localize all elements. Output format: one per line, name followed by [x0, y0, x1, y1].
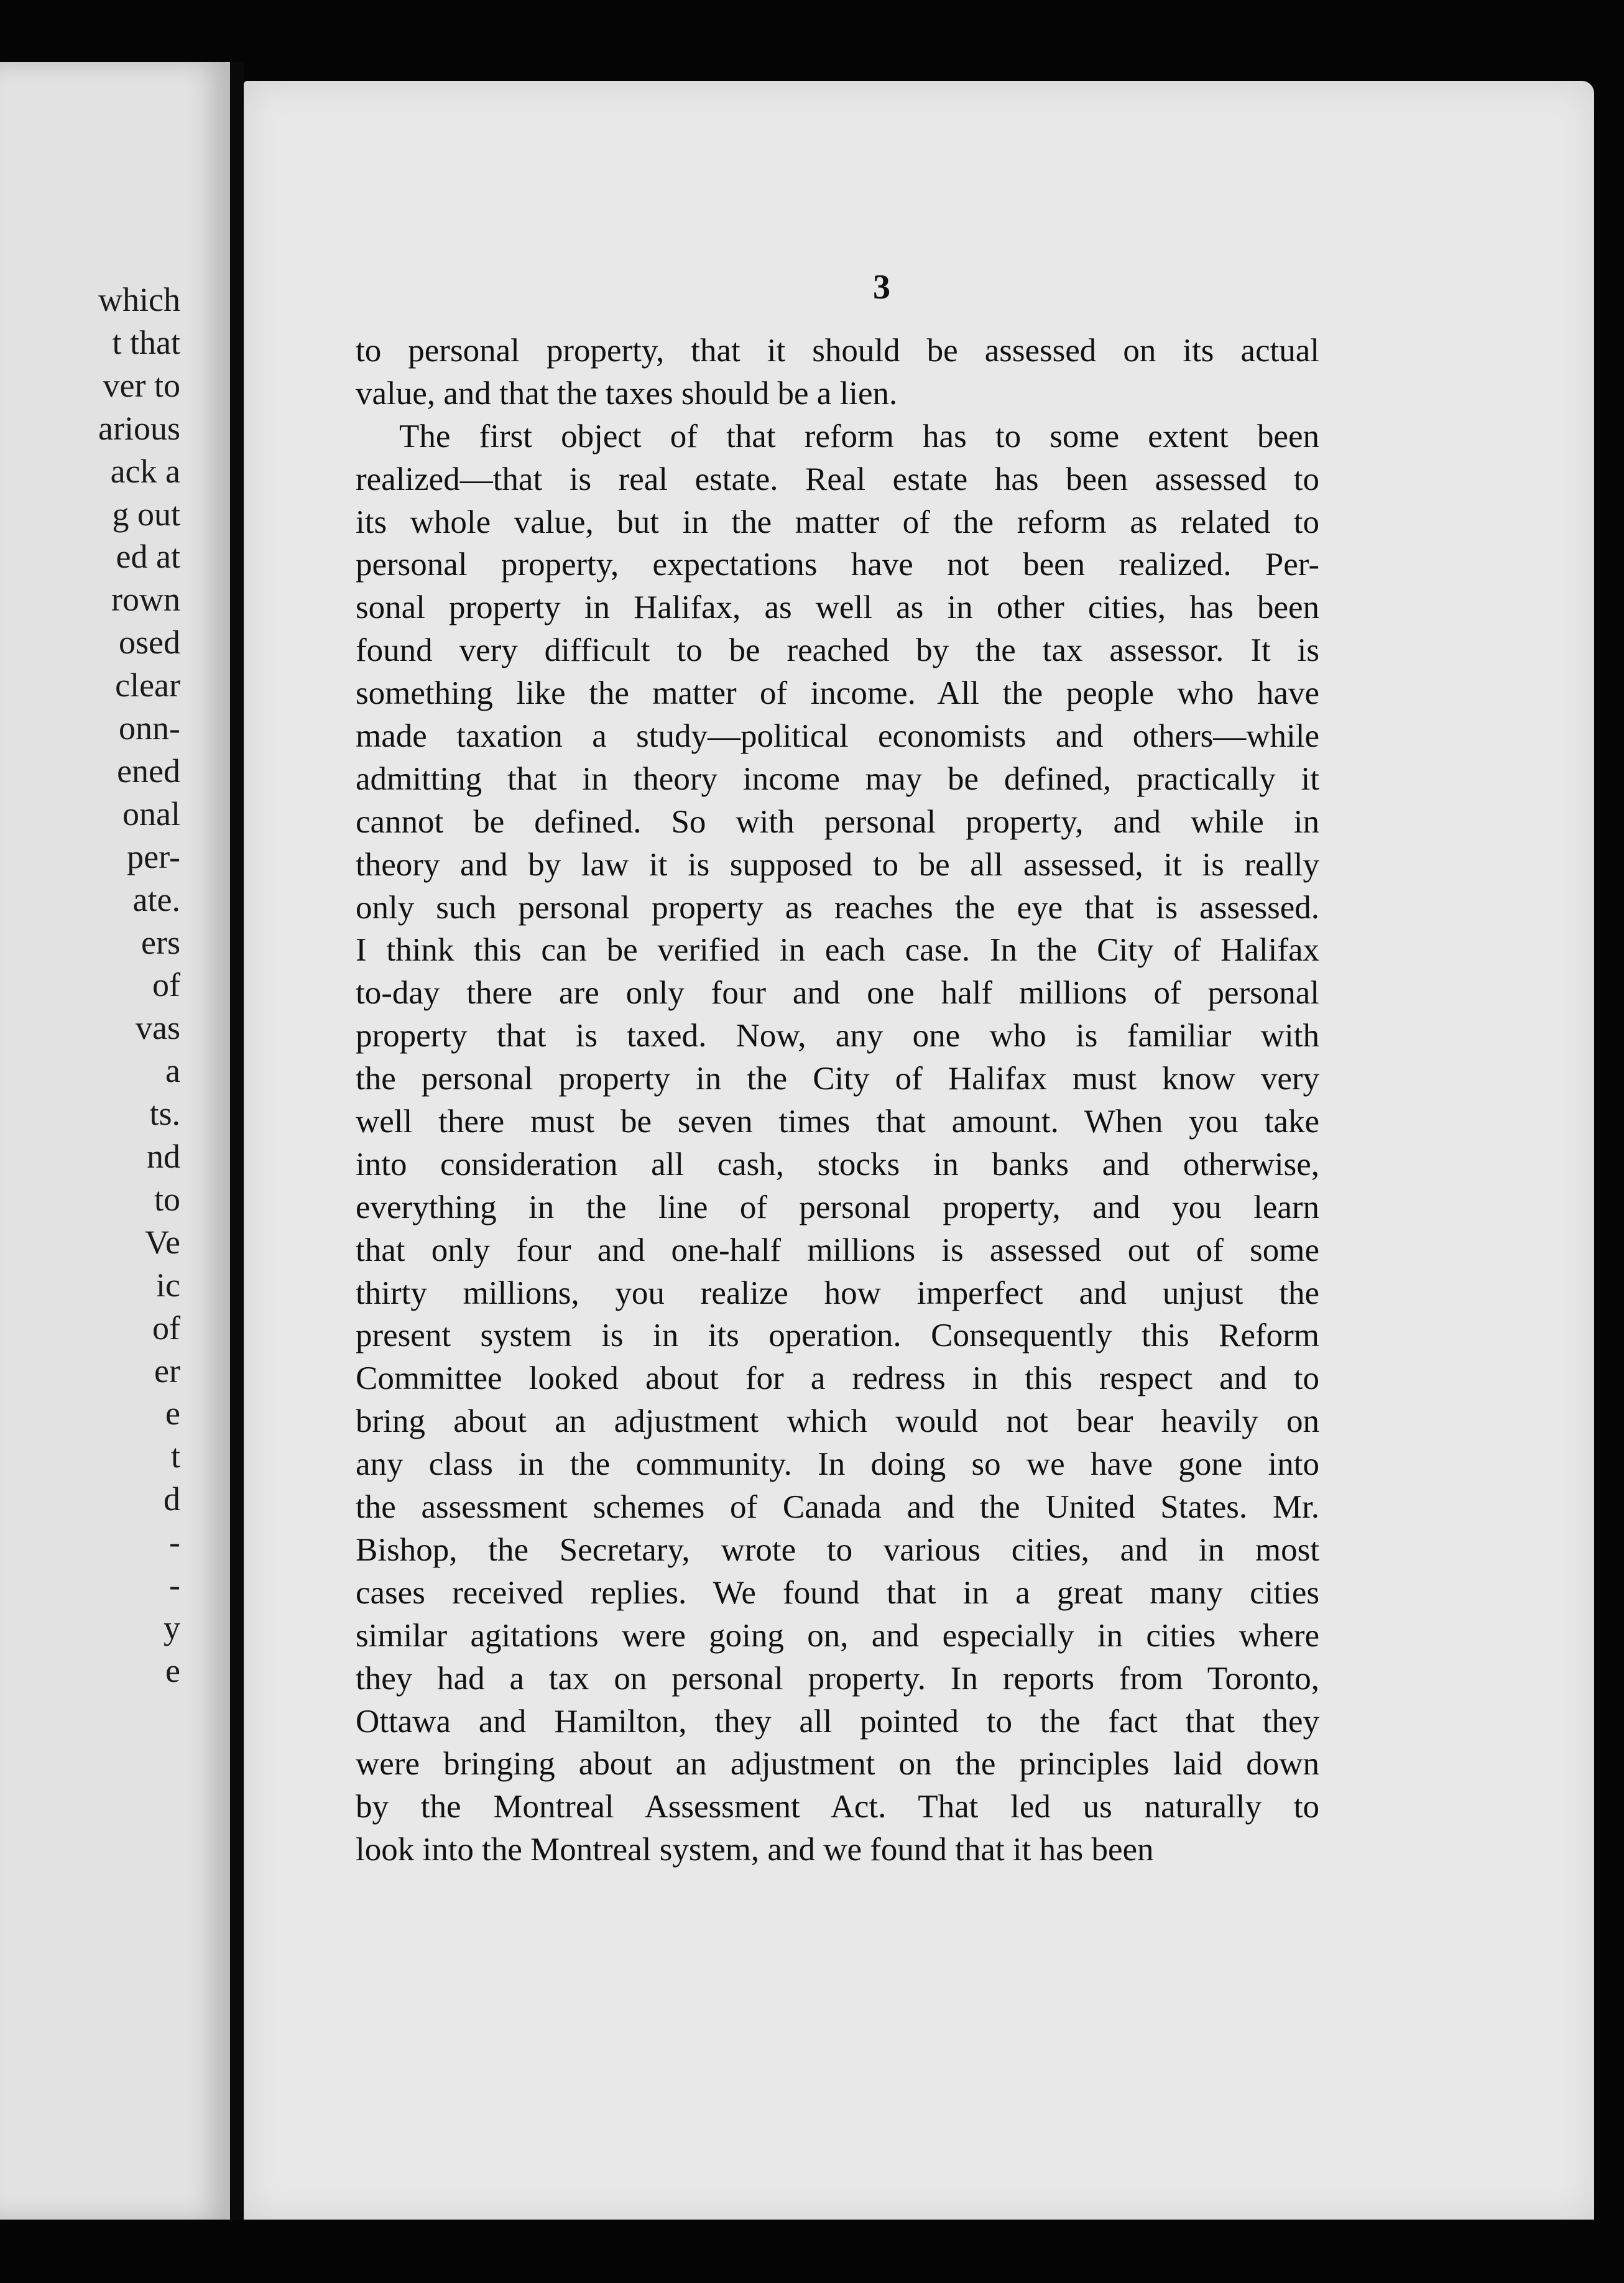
book-gutter	[230, 62, 244, 2220]
facing-page-fragment	[0, 62, 230, 2220]
text-line: to personal property, that it should be assessed on its actual	[356, 333, 1319, 369]
facing-page-text-fragment: ate.	[132, 880, 180, 918]
facing-page-text-fragment: -	[169, 1566, 180, 1603]
text-line: realized—that is real estate. Real estate has been assessed to	[356, 461, 1319, 497]
text-line: value, and that the taxes should be a lien.	[356, 375, 898, 412]
text-line: property that is taxed. Now, any one who is familiar with	[356, 1018, 1319, 1054]
facing-page-text-fragment: ers	[141, 923, 180, 961]
text-line: only such personal property as reaches the eye that is assessed.	[356, 889, 1319, 926]
text-line: sonal property in Halifax, as well as in other cities, has been	[356, 589, 1319, 626]
facing-page-text-fragment: of	[152, 1309, 180, 1347]
facing-page-text-fragment: arious	[98, 409, 180, 447]
text-line: personal property, expectations have not been realized. Per-	[356, 547, 1319, 583]
facing-page-text-fragment: osed	[119, 624, 180, 662]
text-line: were bringing about an adjustment on the principles laid down	[356, 1746, 1319, 1783]
facing-page-text-fragment: g out	[112, 495, 180, 533]
text-line: similar agitations were going on, and especially in cities where	[356, 1617, 1319, 1654]
page-number: 3	[873, 268, 890, 307]
text-line: that only four and one-half millions is assessed out of some	[356, 1232, 1319, 1268]
text-line: made taxation a study—political economists and others—while	[356, 718, 1319, 755]
facing-page-text-fragment: clear	[115, 666, 180, 704]
facing-page-text-fragment: ack a	[110, 452, 180, 490]
facing-page-text-fragment: ver to	[103, 366, 180, 404]
text-line: Bishop, the Secretary, wrote to various cities, and in most	[356, 1531, 1319, 1568]
facing-page-text-fragment: e	[165, 1651, 180, 1689]
text-line: cannot be defined. So with personal property, and while in	[356, 803, 1319, 840]
text-line: I think this can be verified in each case. In the City of Halifax	[356, 932, 1319, 969]
text-line: look into the Montreal system, and we found that it has been	[356, 1832, 1154, 1868]
facing-page-text-fragment: e	[165, 1395, 180, 1432]
facing-page-text-fragment: a	[165, 1052, 180, 1090]
text-line: its whole value, but in the matter of the reform as related to	[356, 504, 1319, 540]
text-line: found very difficult to be reached by the tax assessor. It is	[356, 632, 1319, 669]
facing-page-text-fragment: which	[98, 281, 180, 318]
text-line: thirty millions, you realize how imperfect and unjust the	[356, 1275, 1319, 1311]
text-line: well there must be seven times that amount. When you take	[356, 1104, 1319, 1140]
facing-page-text-fragment: per-	[127, 837, 180, 875]
facing-page-text-fragment: d	[164, 1480, 180, 1518]
body-text	[356, 330, 1319, 1871]
text-line: they had a tax on personal property. In reports from Toronto,	[356, 1660, 1319, 1697]
text-line: the assessment schemes of Canada and the United States. Mr.	[356, 1489, 1319, 1526]
facing-page-text-fragment: ic	[156, 1266, 180, 1304]
facing-page-text-fragment: nd	[147, 1138, 180, 1175]
facing-page-text-fragment: ed at	[116, 538, 180, 576]
book-page	[244, 81, 1594, 2220]
facing-page-text-fragment: t	[170, 1437, 180, 1475]
text-line: present system is in its operation. Consequently this Reform	[356, 1317, 1319, 1354]
facing-page-text-fragment: to	[154, 1180, 180, 1218]
facing-page-text-fragment: er	[154, 1352, 180, 1390]
text-line: bring about an adjustment which would not bear heavily on	[356, 1403, 1319, 1440]
text-line: to-day there are only four and one half millions of personal	[356, 975, 1319, 1012]
text-line: into consideration all cash, stocks in banks and otherwise,	[356, 1146, 1319, 1183]
facing-page-text-fragment: -	[169, 1523, 180, 1561]
facing-page-text-fragment: ened	[117, 752, 180, 790]
text-line: theory and by law it is supposed to be all assessed, it is really	[356, 846, 1319, 883]
text-line: cases received replies. We found that in a great many cities	[356, 1574, 1319, 1611]
facing-page-text-fragment: onal	[122, 795, 180, 832]
facing-page-text-fragment: of	[152, 966, 180, 1004]
text-line: something like the matter of income. All the people who have	[356, 675, 1319, 712]
facing-page-text-fragment: ts.	[149, 1095, 180, 1133]
facing-page-text-fragment: t that	[112, 323, 180, 361]
facing-page-text-fragment: rown	[111, 581, 180, 619]
text-line: by the Montreal Assessment Act. That led us naturally to	[356, 1789, 1319, 1825]
text-line: Ottawa and Hamilton, they all pointed to the fact that they	[356, 1703, 1319, 1740]
text-line: everything in the line of personal property, and you learn	[356, 1189, 1319, 1225]
text-line: admitting that in theory income may be defined, practically it	[356, 760, 1319, 797]
facing-page-text-fragment: onn-	[119, 709, 180, 747]
facing-page-text-fragment: vas	[136, 1009, 180, 1047]
text-line: any class in the community. In doing so we have gone into	[356, 1446, 1319, 1483]
facing-page-text-fragment: Ve	[145, 1223, 180, 1261]
text-line: The first object of that reform has to some extent been	[399, 418, 1319, 454]
text-line: Committee looked about for a redress in this respect and to	[356, 1360, 1319, 1397]
text-line: the personal property in the City of Halifax must know very	[356, 1061, 1319, 1097]
facing-page-text-fragment: y	[164, 1608, 180, 1646]
